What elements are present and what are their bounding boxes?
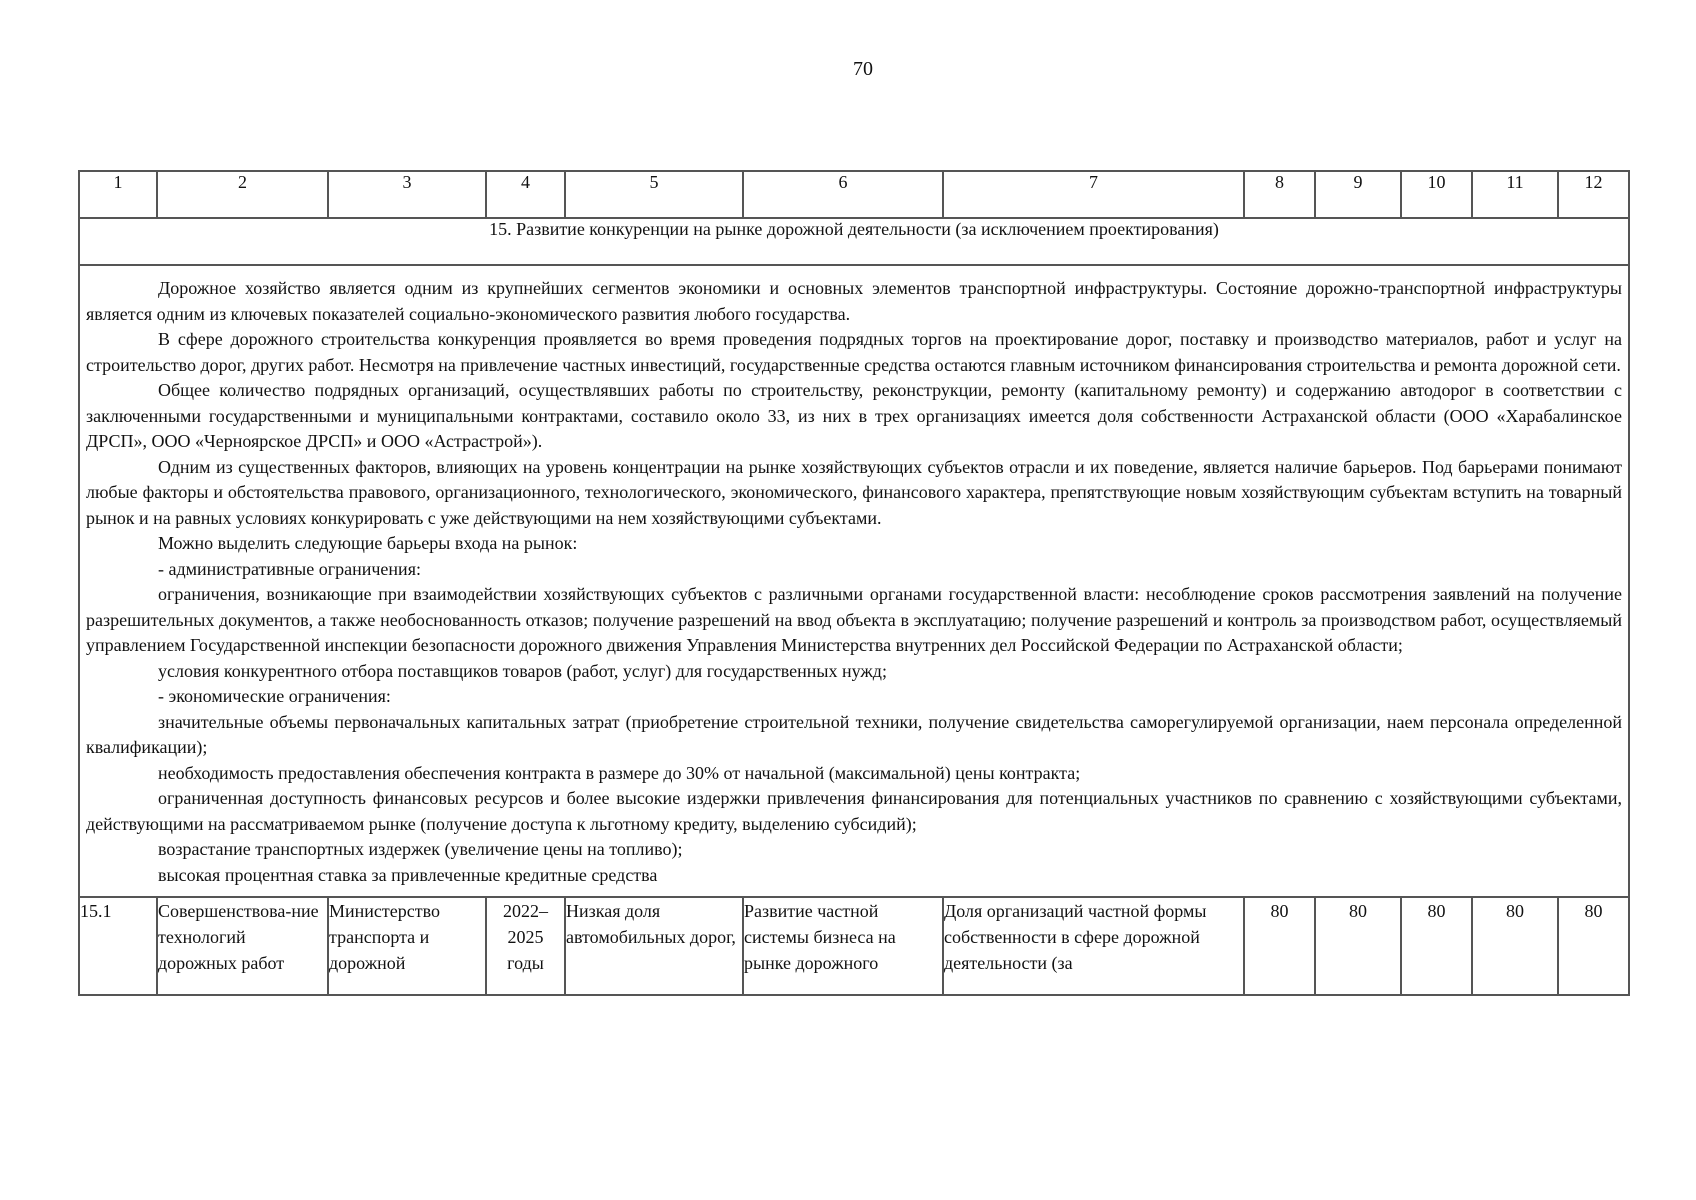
goal-description: Развитие частной системы бизнеса на рынке дорожного xyxy=(743,897,943,995)
column-number-cell: 4 xyxy=(486,171,565,218)
column-number-cell: 2 xyxy=(157,171,328,218)
indicator-value: 80 xyxy=(1244,897,1315,995)
paragraph: - экономические ограничения: xyxy=(158,686,391,706)
paragraph: необходимость предоставления обеспечения контракта в размере до 30% от начальной (максимальной) цены контракта; xyxy=(158,762,1081,783)
paragraph: условия конкурентного отбора поставщиков товаров (работ, услуг) для государственных нужд; xyxy=(158,660,887,681)
column-number-cell: 3 xyxy=(328,171,486,218)
indicator-value: 80 xyxy=(1472,897,1558,995)
paragraph: Дорожное хозяйство является одним из крупнейших сегментов экономики и основных элементов транспортной инфраструктуры. Состояние дорожно-транспортной инфраструктуры является одним из ключевых показателей социально-экономического развития любого государства. xyxy=(86,278,1622,324)
section-title: 15. Развитие конкуренции на рынке дорожной деятельности (за исключением проектирования) xyxy=(79,218,1629,265)
paragraph: - административные ограничения: xyxy=(158,558,421,579)
column-number-cell: 10 xyxy=(1401,171,1472,218)
indicator-value: 80 xyxy=(1558,897,1629,995)
paragraph: Общее количество подрядных организаций, осуществлявших работы по строительству, реконструкции, ремонту (капитальному ремонту) и содержанию автодорог в соответствии с заключенными государственными и муниципальными контрактами, составило около 33, из них в трех организациях имеется доля собственности Астраханской области (ООО «Харабалинское ДРСП», ООО «Черноярское ДРСП» и ООО «Астрастрой»). xyxy=(86,380,1622,451)
paragraph: высокая процентная ставка за привлеченные кредитные средства xyxy=(158,864,658,885)
indicator-name: Доля организаций частной формы собственности в сфере дорожной деятельности (за xyxy=(943,897,1244,995)
paragraph: В сфере дорожного строительства конкуренция проявляется во время проведения подрядных торгов на проектирование дорог, поставку и производство материалов, работ и услуг на строительство дорог, других работ. Несмотря на привлечение частных инвестиций, государственные средства остаются главным источником финансирования строительства и ремонта дорожной сети. xyxy=(86,329,1622,375)
indicator-value: 80 xyxy=(1315,897,1401,995)
paragraph: ограниченная доступность финансовых ресурсов и более высокие издержки привлечения финансирования для потенциальных участников по сравнению с хозяйствующими субъектами, действующими на рассматриваемом рынке (получение доступа к льготному кредиту, выделению субсидий); xyxy=(86,788,1622,834)
paragraph: Одним из существенных факторов, влияющих на уровень концентрации на рынке хозяйствующих субъектов отрасли и их поведение, является наличие барьеров. Под барьерами понимают любые факторы и обстоятельства правового, организационного, технологического, экономического, финансового характера, препятствующие новым хозяйствующим субъектам вступить на товарный рынок и на равных условиях конкурировать с уже действующими на нем хозяйствующими субъектами. xyxy=(86,456,1622,528)
column-number-row xyxy=(79,171,1629,218)
paragraph: ограничения, возникающие при взаимодействии хозяйствующих субъектов с различными органами государственной власти: несоблюдение сроков рассмотрения заявлений на получение разрешительных документов, а также необоснованность отказов; получение разрешений на ввод объекта в эксплуатацию; получение разрешений и контроль за производством работ, осуществляемый управлением Государственной инспекции безопасности дорожного движения Управления Министерства внутренних дел Российской Федерации по Астраханской области; xyxy=(86,584,1622,655)
table-row xyxy=(79,897,1629,995)
page-number: 70 xyxy=(853,58,873,80)
period: 2022–2025 годы xyxy=(486,897,565,995)
paragraph: возрастание транспортных издержек (увеличение цены на топливо); xyxy=(158,839,683,859)
section-title-row xyxy=(79,218,1629,265)
executor: Министерство транспорта и дорожной xyxy=(328,897,486,995)
column-number-cell: 8 xyxy=(1244,171,1315,218)
column-number-cell: 1 xyxy=(79,171,157,218)
row-number: 15.1 xyxy=(79,897,157,995)
column-number-cell: 7 xyxy=(943,171,1244,218)
indicator-value: 80 xyxy=(1401,897,1472,995)
paragraph: значительные объемы первоначальных капитальных затрат (приобретение строительной техники, получение свидетельства саморегулируемой организации, наем персонала определенной квалификации); xyxy=(86,711,1622,757)
column-number-cell: 6 xyxy=(743,171,943,218)
measure-name: Совершенствова-ние технологий дорожных работ xyxy=(157,897,328,995)
paragraph: Можно выделить следующие барьеры входа на рынок: xyxy=(158,533,578,553)
column-number-cell: 12 xyxy=(1558,171,1629,218)
problem-description: Низкая доля автомобильных дорог, xyxy=(565,897,743,995)
column-number-cell: 5 xyxy=(565,171,743,218)
section-description xyxy=(79,265,1629,897)
column-number-cell: 11 xyxy=(1472,171,1558,218)
measures-table xyxy=(78,170,1630,996)
column-number-cell: 9 xyxy=(1315,171,1401,218)
section-description-row xyxy=(79,265,1629,897)
